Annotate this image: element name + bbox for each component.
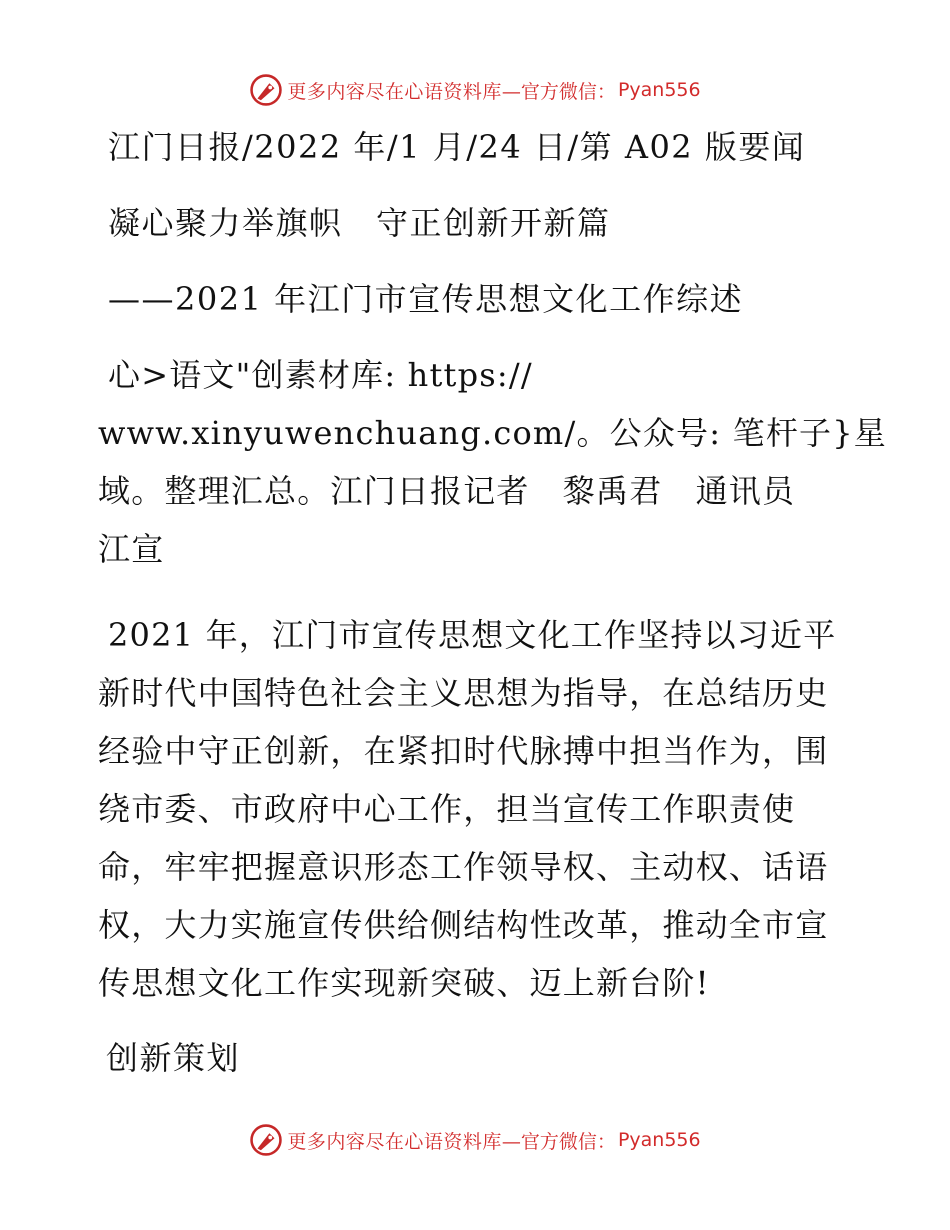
watermark-wechat-id: Pyan556 xyxy=(617,1129,701,1151)
body-line: 经验中守正创新，在紧扣时代脉搏中担当作为，围 xyxy=(98,732,829,770)
watermark-library-text: 更多内容尽在心语资料库 xyxy=(287,80,502,103)
body-line: 传思想文化工作实现新突破、迈上新台阶! xyxy=(98,964,710,1002)
body-line: 2021 年，江门市宣传思想文化工作坚持以习近平 xyxy=(108,616,837,654)
intro-line: 江宣 xyxy=(98,530,165,568)
source-line: 江门日报/2022 年/1 月/24 日/第 A02 版要闻 xyxy=(108,128,806,166)
body-paragraph xyxy=(98,606,858,1012)
intro-line: www.xinyuwenchuang.com/。公众号: 笔杆子}星 xyxy=(98,414,887,452)
pen-nib-logo-icon xyxy=(249,1123,283,1157)
watermark-official-wechat-label: —官方微信： xyxy=(501,80,616,103)
watermark-banner-bottom xyxy=(0,1122,950,1158)
document-body xyxy=(98,118,887,1078)
watermark-official-wechat-label: —官方微信： xyxy=(501,1130,616,1153)
watermark-wechat-id: Pyan556 xyxy=(617,79,701,101)
body-line: 绕市委、市政府中心工作，担当宣传工作职责使 xyxy=(98,790,796,828)
body-line: 新时代中国特色社会主义思想为指导，在总结历史 xyxy=(98,674,829,712)
body-line: 权，大力实施宣传供给侧结构性改革，推动全市宣 xyxy=(98,906,829,944)
article-subtitle: ——2021 年江门市宣传思想文化工作综述 xyxy=(108,280,744,318)
body-line: 命，牢牢把握意识形态工作领导权、主动权、话语 xyxy=(98,848,829,886)
intro-line: 域。整理汇总。江门日报记者 黎禹君 通讯员 xyxy=(98,472,796,510)
watermark-library-text: 更多内容尽在心语资料库 xyxy=(287,1130,502,1153)
intro-paragraph xyxy=(98,346,887,578)
intro-line: 心>语文"创素材库: https:// xyxy=(108,356,533,394)
watermark-banner-top xyxy=(0,72,950,108)
section-heading: 创新策划 xyxy=(106,1039,241,1077)
pen-nib-logo-icon xyxy=(249,73,283,107)
article-title: 凝心聚力举旗帜 守正创新开新篇 xyxy=(108,204,611,242)
